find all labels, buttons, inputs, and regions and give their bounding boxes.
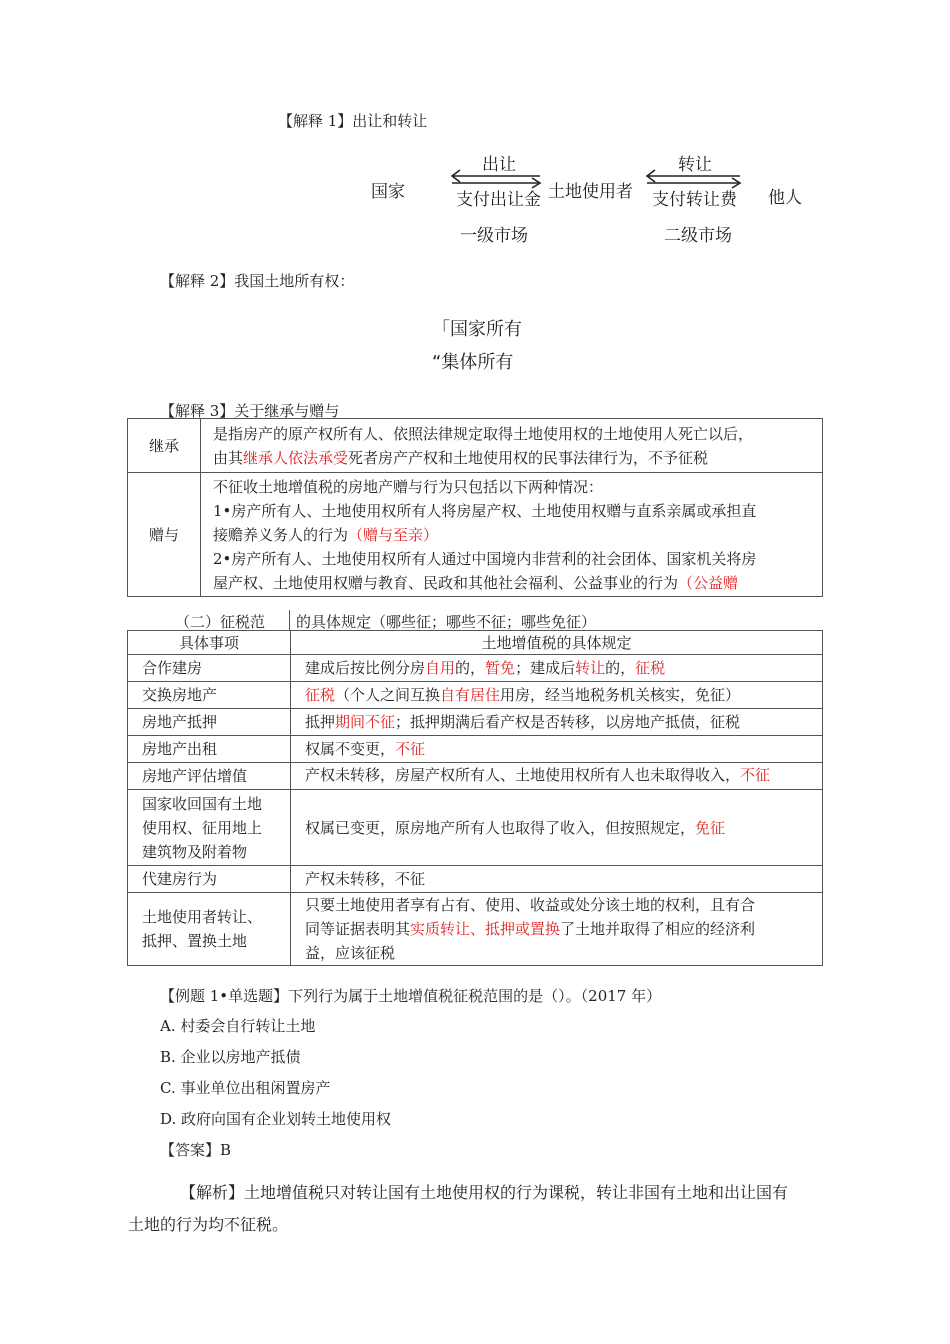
scope-rule-text: 征税（个人之间互换自有居住用房，经当地税务机关核实，免征）	[305, 686, 741, 704]
scope-rule	[291, 790, 823, 866]
table-row	[128, 893, 823, 966]
scope-item: 合作建房	[128, 655, 291, 682]
table-row	[128, 736, 823, 763]
scope-rule	[291, 893, 823, 966]
scope-rule-line: 只要土地使用者享有占有、使用、收益或处分该土地的权利，且有合	[305, 896, 756, 914]
section2-title-left: （二）征税范	[175, 613, 266, 631]
diagram-label-pay-grant: 支付出让金	[456, 190, 541, 210]
scope-rule	[291, 682, 823, 709]
gift-line4: 2•房产所有人、土地使用权所有人通过中国境内非营利的社会团体、国家机关将房	[213, 549, 757, 568]
scope-item-line: 抵押、置换土地	[142, 932, 248, 950]
scope-item-line: 使用权、征用地上	[142, 818, 263, 837]
table-row	[128, 419, 823, 473]
scope-rules-table	[127, 630, 823, 966]
scope-rule-text: 权属已变更，原房地产所有人也取得了收入，但按照规定，免征	[305, 818, 726, 837]
option-b: B. 企业以房地产抵债	[160, 1048, 301, 1066]
scope-item-line: 国家收回国有土地	[142, 794, 263, 813]
table-header-row	[128, 631, 823, 655]
gift-line5: 屋产权、土地使用权赠与教育、民政和其他社会福利、公益事业的行为（公益赠	[213, 573, 739, 592]
scope-item: 房地产评估增值	[128, 763, 291, 790]
inheritance-gift-table	[127, 418, 823, 597]
table-row	[128, 763, 823, 790]
diagram-label-grant: 出让	[482, 155, 516, 175]
section2-title-right: 的具体规定（哪些征；哪些不征；哪些免征）	[296, 613, 597, 631]
gift-line1: 不征收土地增值税的房地产赠与行为只包括以下两种情况：	[213, 477, 604, 496]
note3-label: 【解释 3】关于继承与赠与	[160, 402, 340, 420]
table-row	[128, 790, 823, 866]
gift-line2: 1•房产所有人、土地使用权所有人将房屋产权、土地使用权赠与直系亲属或承担直	[213, 501, 757, 520]
example-question: 【例题 1•单选题】下列行为属于土地增值税征税范围的是（）。（2017 年）	[160, 987, 662, 1005]
scope-item	[128, 893, 291, 966]
scope-item: 房地产抵押	[128, 709, 291, 736]
answer: 【答案】B	[160, 1141, 232, 1159]
option-c: C. 事业单位出租闲置房产	[160, 1079, 331, 1097]
diagram-label-pay-transfer: 支付转让费	[652, 190, 737, 210]
scope-rule	[291, 709, 823, 736]
table-row	[128, 682, 823, 709]
scope-rule	[291, 763, 823, 790]
analysis-line1: 【解析】土地增值税只对转让国有土地使用权的行为课税，转让非国有土地和出让国有	[180, 1183, 789, 1202]
inheritance-line1: 是指房产的原产权所有人、依照法律规定取得土地使用权的土地使用人死亡以后，	[213, 424, 754, 443]
scope-item: 交换房地产	[128, 682, 291, 709]
scope-item-line: 建筑物及附着物	[142, 842, 248, 861]
scope-rule	[291, 866, 823, 893]
table-row	[128, 473, 823, 597]
scope-rule-text: 建成后按比例分房自用的，暂免；建成后转让的，征税	[305, 659, 666, 677]
table-row	[128, 655, 823, 682]
diagram-node-land-user: 土地使用者	[548, 182, 633, 202]
land-transfer-diagram	[360, 145, 820, 245]
gift-desc	[201, 473, 823, 597]
scope-rule-text: 产权未转移，不征	[305, 870, 426, 888]
row-head-gift: 赠与	[128, 473, 201, 597]
scope-rule	[291, 655, 823, 682]
ownership-collective: “集体所有	[432, 352, 514, 373]
diagram-node-others: 他人	[768, 188, 802, 208]
header-rule: 土地增值税的具体规定	[291, 631, 823, 655]
note2-label: 【解释 2】我国土地所有权：	[160, 272, 355, 290]
scope-item: 房地产出租	[128, 736, 291, 763]
option-a: A. 村委会自行转让土地	[160, 1017, 316, 1035]
scope-item	[128, 790, 291, 866]
table-row	[128, 866, 823, 893]
analysis-label: 【解析】	[180, 1183, 245, 1202]
scope-rule-line: 益，应该征税	[305, 944, 396, 962]
scope-rule-text: 权属不变更，不征	[305, 740, 426, 758]
scope-rule-text: 产权未转移，房屋产权所有人、土地使用权所有人也未取得收入，不征	[305, 766, 771, 784]
note1-label: 【解释 1】出让和转让	[278, 112, 428, 130]
scope-item-line: 土地使用者转让、	[142, 908, 263, 926]
section2-title-divider	[289, 610, 290, 630]
gift-line3: 接赡养义务人的行为（赠与至亲）	[213, 525, 439, 544]
scope-rule-text: 抵押期间不征；抵押期满后看产权是否转移，以房地产抵债，征税	[305, 713, 741, 731]
inheritance-line2: 由其继承人依法承受死者房产产权和土地使用权的民事法律行为，不予征税	[213, 448, 709, 467]
header-item: 具体事项	[128, 631, 291, 655]
scope-item: 代建房行为	[128, 866, 291, 893]
diagram-node-state: 国家	[371, 182, 405, 202]
inheritance-desc	[201, 419, 823, 473]
analysis-line2: 土地的行为均不征税。	[128, 1215, 289, 1234]
diagram-arrows	[360, 145, 820, 205]
ownership-state: 「国家所有	[432, 319, 522, 340]
diagram-label-transfer: 转让	[678, 155, 712, 175]
diagram-secondary-market: 二级市场	[664, 226, 732, 246]
scope-rule-line: 同等证据表明其实质转让、抵押或置换了土地并取得了相应的经济利	[305, 920, 756, 938]
option-d: D. 政府向国有企业划转土地使用权	[160, 1110, 392, 1128]
row-head-inheritance: 继承	[128, 419, 201, 473]
table-row	[128, 709, 823, 736]
diagram-primary-market: 一级市场	[460, 226, 528, 246]
scope-rule	[291, 736, 823, 763]
